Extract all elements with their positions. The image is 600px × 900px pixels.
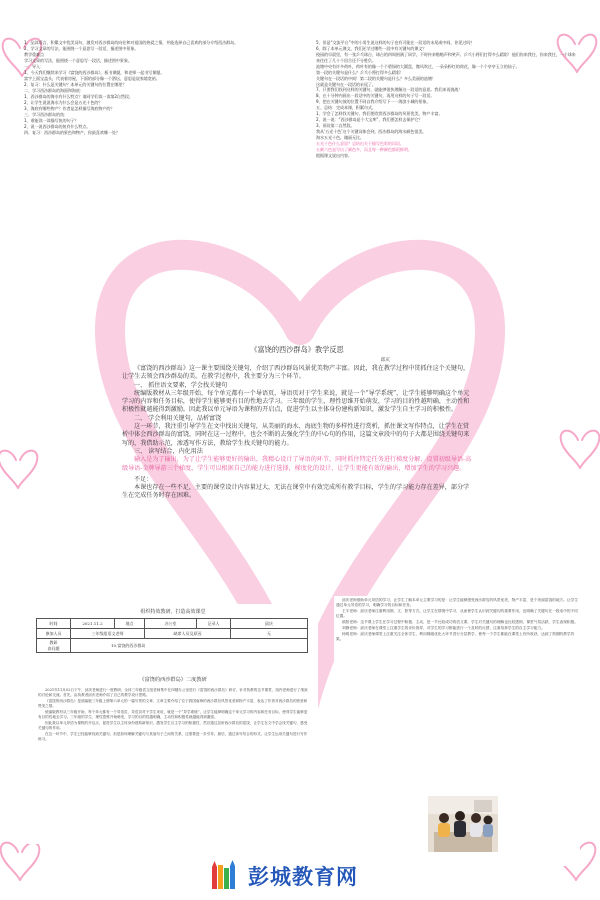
text-line: 池塘中央有许多荷叶，荷叶有的像一个个碧绿的大圆盘，微风吹过，一朵朵粉红的荷花，像一个个亭亭玉立的仙子。 [316,63,520,69]
text-line: 富字上面宝盖头，代表着房屋，下面的部分像一个酒坛，意思是说家境宽裕。 [24,75,160,81]
heart-mid-left-icon [0,451,37,488]
closing-body: 本课也存在一些不足，主要的课堂设计内容量过大，无法在课堂中有效完成所有教学目标，学生的学习能力存在差异，部分学生在完成任务时存在困难。 [122,484,470,500]
text-line: 2、说一说西沙群岛的鱼有什么特点。 [24,123,91,129]
teaching-reflection [122,345,472,501]
text-line: 1、学会了怎样找关键句，我们要欣赏西沙群岛的风景优美，物产丰富。 [316,111,443,117]
table-cell: 邱庆 [231,619,308,629]
record-header: 组织特效教研、打造高效课堂 [140,609,206,615]
text-line: 3、海底有哪些物产？作者是怎样描写海底物产的？ [24,105,115,111]
text-line: 我从‘五光十色’这个关键词体会到，西沙群岛的海水颜色很美。 [316,129,427,135]
text-line: 2、让学生说说海水为什么会是五光十色的？ [24,99,103,105]
table-cell: 10.富饶的西沙群岛 [71,639,308,653]
table-cell: 记录人 [197,619,231,629]
reflection-title: 《富饶的西沙群岛》教学反思 [250,345,344,354]
discussion-text [334,596,580,642]
closing-label: 不足： [134,475,153,483]
record-table [36,618,308,653]
text-line: 9、把在关键句放的位置不同自我介绍写下一一海滨小城的景象。 [316,99,431,105]
section-heading: 二、 学会利用关键句，品析富饶 [134,414,222,422]
text-line: 2、复习：什么是关键句？本单元的关键句的位置在哪里？ [24,81,127,87]
text-line: 第一段的关键句是什么？乒乓小将打得多么精彩！ [316,69,404,75]
reflection-intro: 《富饶的西沙群岛》这一课主要围绕关键句，介绍了西沙群岛风景优美物产丰富。因此，我在教学过程中贯抓住这个关键句，让学生去领会西沙群岛的美。在教学过程中，我主要分为三个环节。 [122,365,470,381]
text-line: 三、学习西沙群岛的鱼： [24,111,68,117]
text-line: 1、西沙群岛的海水有什么特点？请同学们读一读第2自然段。 [24,93,133,99]
research-record-page [28,604,318,844]
discussion-paragraph: 邱庆老师借助单元导语的学习，让学生了解本单元主要学习的是：让学生能够感受西沙群岛的风景优美，物产丰富，是个美丽富饶的地方。让学生通过单元导语的学习，明确学习的目标和任务。 [336,598,578,608]
text-line: 这就是关键句在一段话的末尾了。 [316,81,376,87]
table-cell: 无 [231,629,308,639]
text-line: 5、但是“交流平台”中的小男生说这样的句子也有可能在一段话的末尾或中间，你见过吗？ [316,40,475,45]
table-cell: 缺席人员及原因 [145,629,231,639]
text-line: 8、在十分钟内画出一段话中的关键句，再用这样的句子写一段话。 [316,93,435,99]
section-heading: 三、 读写结合，内化用法 [134,447,203,455]
text-line: 根据课文说出内容。 [316,153,352,159]
section-body: 统编版教材从三年级开始，每个单元都有一个导语页，导语页对于学生来说，就是一个“导学系统”，让学生能够明确这个单元学习的内容和任务目标，使得学生能够更有目的性地去学习。三年级的学生，理性思维开始萌发，学习的目的性越明确，主动性和积极性就越能得到激励。因此我以单元导语为课程的开启点，促进学生以主体身份建构新知识，激发学生自主学习的积极性。 [122,389,470,414]
logo-text: 彭城教育网 [248,865,358,889]
text-line: 2、学习文章的写法，能围绕一个意思写一段话，描述图中景象。 [24,45,139,51]
table-cell: 时间 [37,619,71,629]
lesson-plan-left-column [24,40,286,136]
text-line: 校园的早晨里，有一张乒乓球台，球台的四周围满了同学，不时传来啪啪声和笑声。乒乓小将们打得多么精彩！他们你来我往，你来我往，一个球来来往往了几十个回合还不分胜负。 [316,51,576,63]
record-title: 《富饶的西沙群岛》二度教研 [139,677,207,683]
text-line: 1、品读语言，积累文中优美词句，激发对西沙群岛的向往和对祖国的热爱之情，并能选择自己喜欢的部分介绍西沙群岛。 [24,40,239,45]
section-body: 输入是为了输出，为了让学生能够更好的输出，我精心设计了导语的环节，同时抓住特定任务进行梯度分解，设置初级导语-高级导语-金牌导游三个梯度，学生可以根据自己的能力进行选择，梯度化的设计，让学生更能有效的输出，增加学生的学习兴趣。 [122,456,472,472]
text-line: 学习文章的写法，能围绕一个意思写一段话，描述图中景象。 [24,57,132,63]
discussion-paragraph: 王宇老师：邱庆老师注重利用图、文、影等方式，让学生在情境中学习，从而使学生认识到关键句的重要作用，也明确了关键句在一段话中的不同位置。 [336,609,578,619]
record-body [38,688,308,743]
record-paragraph: 因此我以单元导语为课程的开启点，促进学生以主体身份建构新知识，激发学生自主学习的积极性，然后通过品析西沙群岛的富饶，让学生在文中学会找关键句，感受关键句的作用。 [38,720,308,730]
text-line: 关键句在一段话的中间！第二段的关键句是什么？多么美丽的池塘！ [316,75,436,81]
text-line: 四、复习：西沙群岛的景色和物产，你最喜欢哪一处？ [24,129,120,135]
text-line: 3、预设第二自然段。 [316,123,355,129]
record-paragraph: 在这一环节中，学生已经能够找到关键句，但是如何理解关键句与其他句子之间的关系，还需要进一步引导。最后，通过读写结合的形式，让学生运用关键句进行写作练习。 [38,731,308,741]
site-logo[interactable] [208,858,388,894]
text-line: 7、只要我们找到这样的关键句，就能够很快理解这一段话的意思。我们来再挑战！ [316,87,463,93]
lesson-plan-right-column [316,40,578,159]
text-line: 五光十色什么意思？总结出关于描写色彩的词语。 [316,141,404,147]
discussion-paragraph: 刘静老师：邱庆老师在课堂上注重学生的评价指导，对学生的学习都能进行一个及时的反馈，注重培养学生的自主学习能力。 [342,625,545,630]
table-row [37,619,308,629]
table-cell: 地点 [115,619,145,629]
text-line: 五颜六色是写出了颜色多，而且每一种颜色都很鲜明。 [316,147,412,153]
table-cell: 教研 真问题 [37,639,71,653]
text-line: 五、总结：完成本课，积累句式。 [316,105,376,111]
section-heading: 一、 抓住语文要素，学会找关键句 [134,381,228,389]
discussion-paragraph: 杨明老师：邱庆老师课堂上注重关注全体学生，利用梯级优化大环节进行分层教学，使每一个学生都能在课堂上有所收获，达到了预期的教学效果。 [336,631,575,642]
table-cell: 办公室 [145,619,197,629]
table-cell: 参加人员 [37,629,71,639]
text-line: 2、说一说：“西沙群岛是个大宝库”，我们要怎样去保护它？ [316,117,423,123]
section-body: 这一环节，我注重引导学生在文中找出关键句，从美丽的海水、海底生物的多样性进行赏析，抓住课文写作特点，让学生在赏析中体会西沙群岛的富饶，同时在这一过程中，也会不断的去强化学生的中心句的作用，这篇文章段中的句子大都是围绕关键句来写的，我借助示范，渗透写作方法，教给学生找关键句的能力。 [122,423,470,447]
record-paragraph: 《富饶的西沙群岛》是部编版三年级上册第六单元的一篇写景的文章，文章主要介绍了位于我国南海的西沙群岛风景优美和物产丰富，表达了作者对西沙群岛的热爱和赞美之情。 [38,698,308,709]
text-line: 1、谁能读一读描写鱼的句子？ [24,117,79,123]
teachers-meeting-photo [428,796,498,852]
heart-bottom-left-icon [1,843,40,880]
heart-mid-right-icon [561,431,600,468]
record-paragraph: 统编版教材从三年级开始，每个单元都有一个导语页，导语页对于学生来说，就是一个“导学系统”，让学生能够明确这个单元学习的内容和任务目标，使得学生能够更有目的性地去学习。三年级的学生，理性思维开始萌发，学习的目的性越明确，主动性和积极性就越能得到激励。 [38,709,308,720]
discussion-paragraph: 欧阳老师：这节课上学生在学习过程中积极、主动，是一节比较成功的语文课，学生对关键句的理解也比较透彻，课堂气氛活跃，学生表现积极。 [342,620,578,625]
pencil-books-icon [208,859,242,893]
text-line: 二、学习西沙群岛的海面和海底： [24,87,84,93]
text-line: 1、今天我们继续来学习《富饶的西沙群岛》，板书课题，和老师一起书写课题。 [24,69,165,75]
text-line: 教学重难点 [24,51,44,57]
table-row [37,629,308,639]
table-cell: 三年级组语文老师 [71,629,145,639]
table-row [37,639,308,653]
table-cell: 2021.11.2 [71,619,115,629]
reflection-author: 邱庆 [380,358,390,363]
record-paragraph: 2021年11月02日下午，邱庆老师进行一度教研，全体三年级语文组老师集中在四楼办公室进行《富饶的西沙群岛》研讨，针对执教的这节课堂，组内老师进行了细致的讨论和交流。首先，由执教者邱庆老师介绍了自己的教学设计思路。 [38,688,308,698]
text-line: 6、除了本单元课文，我们还学过哪些一段中有关键句的课文？ [316,45,427,51]
text-line: 一、导入： [24,63,44,69]
text-line: 海水五光十色，瑰丽无比。 [316,135,364,141]
